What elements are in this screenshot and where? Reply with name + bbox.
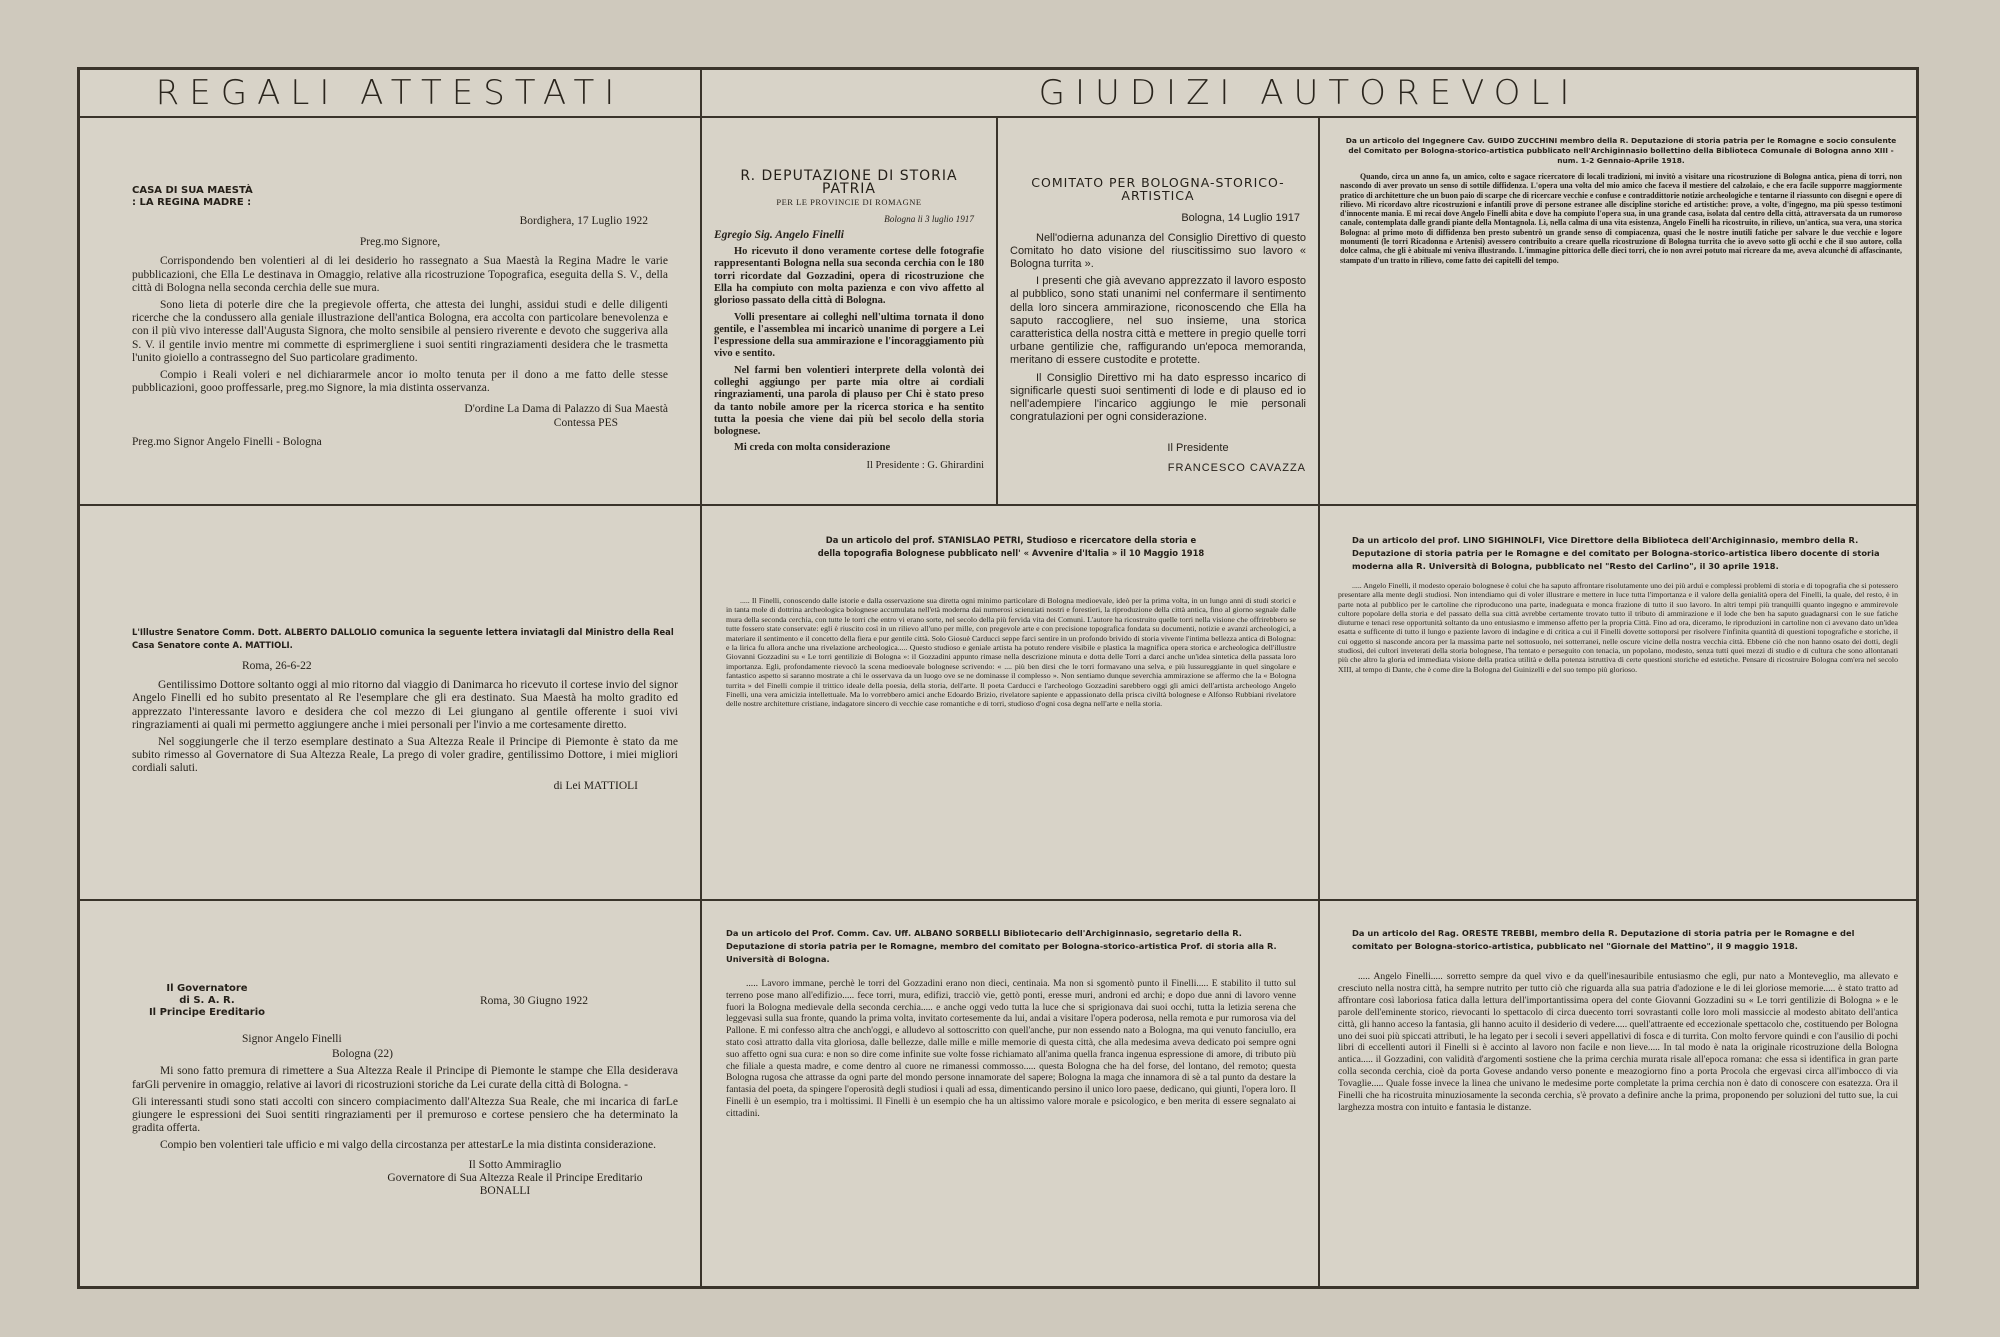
letter-paragraph: Nel farmi ben volentieri interprete della volontà dei colleghi aggiungo per parte mia oltre ai cordiali ringraziamenti, una parola di plauso per Chi è stato preso da tanto nobile amore per la ricerca storica e ha sentito tutta la poesia che viene dai più bel secolo della storia bolognese. (714, 364, 984, 438)
article-heading: Da un articolo del prof. LINO SIGHINOLFI, Vice Direttore della Biblioteca dell'Archiginnasio, membro della R. Deputazione di storia patria per le Romagne e del comitato per Bologna-storico-artistica libero docente di storia moderna alla R. Università di Bologna, pubblicato nel "Resto del Carlino", il 30 aprile 1918. (1352, 535, 1880, 571)
letter-paragraph: Nel soggiungerle che il terzo esemplare destinato a Sua Altezza Reale il Principe di Piemonte è stato da me subito rimesso al Governatore di Sua Altezza Reale, La prego di voler gradire, gentilissimo Dottore, i miei migliori cordiali saluti. (132, 736, 678, 775)
article-body: Quando, circa un anno fa, un amico, colto e sagace ricercatore di locali tradizioni, mi invitò a visitare una ricostruzione di Bologna antica, piena di torri, non nascondo di aver provato un senso di sottile diffidenza. L'opera una volta del mio amico che faceva il mestiere del calzolaio, e che era facile supporre maggiormente pratico di architetture che un buon paio di scarpe che di ricercare vecchie e confuse e contraddittorie notizie archeologiche e tentarne il riassunto con disegni e opere di rilievo. Mi ricordavo altre ricostruzioni e infantili prove di persone estranee alle discipline storiche ed artistiche: prove, a volte, d'ingegno, ma più spesso testimoni d'innocente mania. E mi recai dove Angelo Finelli abita e dove ha compiuto l'opera sua, in una grande casa, isolata dal centro della città, attraversata da un rumoroso canale, contemplata dalle grandi piante della Montagnola. Lì, nella calma di una vita esistenza, Angelo Finelli ha ricostruito, in rilievo, un'antica, sua vera, una storica Bologna: al primo moto di diffidenza ben presto subentrò un grande senso di compiacenza, quasi che le nostre inutili fatiche per salvare le due vecchie e logore monumenti (le torri Ricadonna e Artenisi) avessero contribuito a creare quella ricostruzione di Bologna turrita che io avevo sotto gli occhi e che il suo autore, colla dolce calma, che gli è abituale mi veniva illustrando. L'immagine pittorica delle dieci torri, che io non avrei potuto mai ricreare da me, aveva alcunché di affascinante, stampato d'un tratto in rilievo, come fatto dei capitelli del tempo. (1340, 172, 1902, 265)
article-heading: Da un articolo del Prof. Comm. Cav. Uff. ALBANO SORBELLI Bibliotecario dell'Archiginnasio, segretario della R. Deputazione di storia patria per le Romagne, membro del comitato per Bologna-storico-artistica Prof. di storia alla R. Università di Bologna. (726, 928, 1277, 964)
institution-subtitle: PER LE PROVINCIE DI ROMAGNE (776, 197, 922, 208)
letter-paragraph: Mi creda con molta considerazione (734, 442, 891, 454)
signer: FRANCESCO CAVAZZA (1167, 461, 1306, 474)
letter-governatore (120, 901, 690, 1286)
letter-paragraph: Gentilissimo Dottore soltanto oggi al mio ritorno dal viaggio di Danimarca ho ricevuto il cortese invio del signor Angelo Finelli ed ho subito presentato al Re l'esemplare che gli era destinato. Sua Maestà ha molto gradito ed apprezzato l'interessante lavoro e desidera che col mezzo di Lei giungano al gentile offerente i suoi vivi ringraziamenti ai quali mi permetto aggiungere anche i miei personali per l'invio a me cortesamente diretto. (132, 679, 678, 731)
letter-paragraph: Nell'odierna adunanza del Consiglio Direttivo di questo Comitato ho dato visione del riuscitissimo suo lavoro « Bologna turrita ». (1010, 231, 1306, 271)
institution-title: R. DEPUTAZIONE DI STORIA PATRIA (740, 168, 958, 198)
letter-date: Bordighera, 17 Luglio 1922 (519, 215, 648, 227)
article-body: ..... Lavoro immane, perchè le torri del Gozzadini erano non dieci, centinaia. Ma non si sgomentò punto il Finelli..... E stabilito il tutto sul terreno pose mano all'edifizio..... fece torri, mura, edifizi, tracciò vie, gettò ponti, eresse muri, androni ed archi; e dopo due anni di lavoro venne fuori la Bologna medievale della seconda cerchia..... e anche oggi vedo tutta la luce che si sprigionava dai suoi occhi, tutta la letizia serena che leggevasi sulla sua fronte, quando la prima volta, invitato cortesemente da lui, andai a visitare l'opera poderosa, nella remota e pur rumorosa via del Pallone. E mi confesso altra che anch'oggi, e alludevo al sottoscritto con quell'anche, pur non essendo nato a Bologna, ma qui venuto fanciullo, era stato così attratto dalla vita gloriosa, dalle bellezze, dalle mille e mille memorie di questa città, che alla medesima aveva dedicato poi sempre ogni suo affetto ogni sua cura: e non so dire come infinite sue volte fosse richiamato all'anima quella franca ingenua espressione di amore, di tributo più che filiale a questa madre, e come dentro al cuore ne rimanessi commosso..... questa Bologna che ha del forse, del lontano, del remoto; questa Bologna rugosa che attrasse da ogni parte del mondo persone innamorate del sapere; Bologna la maga che innamora di sè a tal punto da destare la fantasia del poeta, da spingere l'operosità degli studiosi i quali ad essa, dimenticando persino il unico loro paese, dedicano, qui giunti, l'opera loro. Il Finelli è un esempio, tra i moltissimi. Il Finelli è un esempio che ha un altissimo valore morale e psicologico, e ben merita di essere segnalato ai cittadini. (726, 978, 1296, 1119)
article-heading: Da un articolo del Ingegnere Cav. GUIDO ZUCCHINI membro della R. Deputazione di storia patria per le Romagne e socio consulente del Comitato per Bologna-storico-artistica pubblicato nell'Archiginnasio bollettino della Biblioteca Comunale di Bologna anno XIII - num. 1-2 Gennaio-Aprile 1918. (1345, 136, 1897, 165)
article-petri (702, 506, 1318, 899)
header-giudizi (702, 70, 1916, 116)
letter-paragraph: Compio i Reali voleri e nel dichiararmele ancor io molto tenuta per il dono a me fatto delle stesse pubblicazioni, gooo proffessarle, preg.mo Signore, la mia distinta osservanza. (132, 369, 668, 395)
letter-paragraph: I presenti che già avevano apprezzato il lavoro esposto al pubblico, sono stati unanimi nel confermare il sentimento della loro sincera ammirazione, riconoscendo che Ella ha saputo raccogliere, nel suo insieme, una storica caratteristica della nostra città e mettere in pregio quelle torri urbane gentilizie che, raffigurando un'epoca memoranda, meritano di essere custodite e protette. (1010, 275, 1306, 367)
article-body: ..... Angelo Finelli, il modesto operaio bolognese è colui che ha saputo affrontare risolutamente uno dei più arduì e complessi problemi di storia e di topografia che si potessero presentare alla mente degli studiosi. Non intendiamo qui di voler illustrare e mettere in luce tutta l'importanza e il valore della genialità opera del Finelli, la quale, del resto, è in parte nota al pubblico per le cartoline che riproducono una parte, inadeguata e monca frazione di tutto il suo lavoro. In altri tempi più tranquilli quanto ingegno e ammirevole cultore popolare della storia e del passato della sua città avrebbe certamente trovato tutto il tributo di ammirazione e il lode che ben ha saputo guadagnarsi con le sue fatiche diuturne e tenaci rese opportunità soltanto da uno entusiasmo e immenso affetto per la propria Città. Fino ad ora, diceramo, le riproduzioni in cartoline non ci avevano dato un'idea esatta e sufficente di tutto il lungo e paziente lavoro di indagine e di critica a cui il Finelli dovette sottoporsi per risolvere l'infinita quantità di questioni topografiche e storiche, il cui oggetto si nasconde ancora per la massima parte nel sottosuolo, nei sotterranei, nelle oscure vicine della nostra vecchia città. Ebbene ciò che non hanno osato dei dotti, degli studiosi, dei cultori inveterati della storia bolognese, l'ha tentato e perseguito con tenacia, un popolano, modesto, senza tutti quei mezzi di studio e di cultura che sono allontanati più che altro la gloria ed immediata visione della pratica utilità e della potenza istruttiva di certe questioni storiche ed estetiche. Pensare di ricostruire Bologna com'era nel secolo XIII, al tempo di Dante, che è come dire la Bologna del Guinizelli e del suo tempo più glorioso. (1338, 581, 1898, 674)
letter-dallolio (120, 506, 690, 898)
article-sorbelli (702, 901, 1318, 1286)
signer: di Lei MATTIOLI (553, 779, 638, 792)
signer: BONALLI (479, 1185, 531, 1198)
letter-date: Roma, 26-6-22 (242, 660, 312, 672)
salutation: Egregio Sig. Angelo Finelli (714, 228, 844, 241)
letter-paragraph: Corrispondendo ben volentieri al di lei desiderio ho rassegnato a Sua Maestà la Regina Madre le varie pubblicazioni, che Ella Le destinava in Omaggio, relative alla ricostruzione Topografica, eseguita della S. V., della città di Bologna nella seconda cerchia delle sue mura. (132, 255, 668, 294)
addressee: Signor Angelo Finelli (242, 1033, 342, 1045)
sender-line-3: Il Principe Ereditario (148, 1007, 266, 1018)
addressee-city: Bologna (22) (332, 1048, 394, 1061)
letter-date: Bologna, 14 Luglio 1917 (1181, 212, 1300, 225)
letter-comitato (998, 118, 1318, 504)
article-zucchini (1320, 118, 1916, 504)
header-regali (80, 70, 700, 116)
signoff-line-2: Governatore di Sua Altezza Reale il Principe Ereditario (387, 1171, 643, 1184)
letter-paragraph: Gli interessanti studi sono stati accolti con sincero compiacimento dall'Altezza Sua Reale, che mi incarica di farLe giungere le espressioni dei Suoi sentiti ringraziamenti per il premuroso e cortese pensiero che ha determinato la gradita offerta. (132, 1095, 678, 1135)
signer: Il Presidente : G. Ghirardini (866, 459, 984, 471)
salutation: Preg.mo Signore, (359, 236, 441, 249)
sender-block (132, 983, 282, 1019)
signer: Contessa PES (553, 416, 618, 429)
article-body: ..... Il Finelli, conoscendo dalle istorie e dalla osservazione sua diretta ogni minimo particolare di Bologna medioevale, ideò per la prima volta, in un lungo anni di studi storici e in tanta mole di dottrina archeologica bolognese accumulata nell'età moderna dai numerosi scienziati nostri e forestieri, la riproduzione della città antica, fino al giorno segnale dalle mura della seconda cerchia, con tutte le torri che entro vi erano sorte, nel secolo della più fervida vita dei Comuni. L'autore ha ricostruito quelle torri nella visione che offrirebbero se tutte fossero state conservate: egli è riuscito così in un rilievo all'uno per mille, con pregevole arte e con precisione topografica fondata su documenti, notizie e avanzi archeologici, a materiare il sentimento e il concetto della fiera e pur gentile città. Solo Giosuè Carducci seppe farci sentire in un profondo brivido di storia vivente l'intima bellezza antica di Bologna: e la lirica fu allora anche una rivelazione archeologica..... Questo studioso e geniale artista ha potuto rendere visibile e plastica la magnifica opera storica e archeologica dell'illustre Giovanni Gozzadini su « Le torri gentilizie di Bologna »: il Gozzadini appunto rimase nella descrizione minuta e dotta delle Torri a darci anche un'idea sintetica della passata loro importanza. Egli, profondamente rievocò la scena medioevale bolognese scrivendo: « .... più ben dirsi che le torri formavano una selva, e più lussureggiante in quel singolare e fantastico aspetto si saranno mostrate a chi le osservava da un luogo ove se ne dominasse il complesso ». Non sentiamo dunque severchia ammirazione se affermo che la « Bologna turrita » del Finelli compie il trittico ideale della poesia, della storia, dell'arte. Il poeta Carducci e l'archeologo Gozzadini sarebbero oggi gli amici dell'artista archeologo Angelo Finelli, una vera amicizia intellettuale. Ma lo vorrebbero amici anche Edoardo Brizio, rivelatore sapiente e appassionato della prisca civiltà bolognese e Alfonso Rubbiani rivelatore delle nostre architetture cristiane, indagatore sincero di vecchie case romantiche e di torri, studioso d'ogni cosa degna nell'arte e nella storia. (726, 596, 1296, 709)
header-giudizi-title: GIUDIZI AUTOREVOLI (1038, 73, 1580, 113)
document-sheet (77, 67, 1919, 1289)
letter-paragraph: Ho ricevuto il dono veramente cortese delle fotografie rappresentanti Bologna nella sua seconda cerchia con le 180 torri ricordate dal Gozzadini, opera di ricostruzione che Ella ha compiuto con molta pazienza e con vivo affetto al glorioso passato della città di Bologna. (714, 246, 984, 307)
sender-line: Il Governatore (166, 983, 248, 994)
article-sighinolfi (1320, 506, 1916, 899)
letter-paragraph: Volli presentare ai colleghi nell'ultima tornata il dono gentile, e l'assemblea mi incaricò unanime di porgere a Lei l'espressione della sua ammirazione e l'incoraggiamento più vivo e sentito. (714, 311, 984, 360)
sender-line-2: : LA REGINA MADRE : (132, 197, 252, 208)
institution-title: COMITATO PER BOLOGNA-STORICO-ARTISTICA (1031, 175, 1285, 204)
signoff: Il Sotto Ammiraglio (468, 1158, 562, 1171)
letter-paragraph: Il Consiglio Direttivo mi ha dato espresso incarico di significarle questi suoi sentimenti di lode e di plauso ed io nell'adempiere l'incarico aggiungo le mie personali congratulazioni per ogni considerazione. (1010, 371, 1306, 424)
letter-regina-madre (120, 130, 680, 502)
letter-paragraph: Mi sono fatto premura di rimettere a Sua Altezza Reale il Principe di Piemonte le stampe che Ella desiderava farGli pervenire in omaggio, relative ai lavori di ricostruzioni storiche da Lei curate della città di Bologna. - (132, 1065, 678, 1091)
sender-line-2: di S. A. R. (179, 995, 235, 1006)
article-heading: Da un articolo del prof. STANISLAO PETRI, Studioso e ricercatore della storia e della topografia Bolognese pubblicato nell' « Avvenire d'Italia » il 10 Maggio 1918 (817, 535, 1205, 558)
signoff: Il Presidente (1167, 442, 1229, 455)
sender-line: CASA DI SUA MAESTÀ (132, 185, 253, 196)
addressee: Preg.mo Signor Angelo Finelli - Bologna (132, 435, 322, 448)
header-regali-title: REGALI ATTESTATI (155, 73, 625, 113)
letter-paragraph: Sono lieta di poterle dire che la pregievole offerta, che attesta dei lunghi, assidui studi e delle diligenti ricerche che la condussero alla geniale illustrazione dell'antica Bologna, era accolta con particolare benevolenza e con il più vivo interesse dall'Augusta Signora, che molto sensibile al pensiero riverente e devoto che suggeriva alla S. V. il gentile invio mentre mi commette di esprimergliene i suoi sentiti ringraziamenti desidera che le trasmetta l'unito gioiello a contrassegno del Suo particolare gradimento. (132, 299, 668, 364)
signoff: D'ordine La Dama di Palazzo di Sua Maestà (464, 403, 668, 416)
letter-date: Roma, 30 Giugno 1922 (480, 995, 588, 1007)
letter-deputazione (702, 118, 996, 504)
letter-date: Bologna li 3 luglio 1917 (884, 213, 974, 224)
article-trebbi (1320, 901, 1916, 1286)
article-heading: Da un articolo del Rag. ORESTE TREBBI, membro della R. Deputazione di storia patria per le Romagne e del comitato per Bologna-storico-artistica, pubblicato nel "Giornale del Mattino", il 9 maggio 1918. (1352, 928, 1855, 951)
article-body: ..... Angelo Finelli..... sorretto sempre da quel vivo e da quell'inesauribile entusiasmo che egli, pur nato a Monteveglio, ma allevato e cresciuto nella nostra città, ha sempre nutrito per tutto ciò che riguarda alla sua patria d'adozione e le di lei gloriose memorie..... è stato tratto ad affrontare così laboriosa fatica dalla lettura dell'importantissima opera del conte Giovanni Gozzadini su « Le torri gentilizie di Bologna » e le parole dell'eminente storico, rievocanti lo spettacolo di circa duecento torri sovrastanti colle loro moli massiccie al modesto abitato dell'antica città, gli hanno acceso la fantasia, gli hanno acuito il desiderio di vedere..... quell'attraente ed eccezionale spettacolo che, costituendo per Bologna uno dei suoi più spiccati attributi, le ha legato per i secoli i severi appellativi di fosca e di turrita. Con molto fervore quindi e con l'ausilio di pochi libri di eccellenti autori il Finelli si è accinto al lavoro non facile e non lieve..... In tal modo è nata la originale ricostruzione della Bologna antica..... il Gozzadini, con validità d'argomenti sostiene che la prima cerchia murata risale all'epoca romana: che essa si identifica in gran parte colla seconda cerchia, cioè da porta Govese andando verso ponente e meazogiorno fino a porta Procola che ergevasi circa all'imbocco di via Tovaglie..... Quale fosse invece la linea che univano le medesime porte completate la prima cerchia non è dato di conoscere con esatezza. Ora il Finelli che ha ricostruita minuziosamente la seconda cerchia, s'è provato a definire anche la prima, proponendo per soluzioni del tutto sue, la cui larghezza mostra con intuito e fantasia le distanze. (1338, 971, 1898, 1113)
letter-paragraph: Compio ben volentieri tale ufficio e mi valgo della circostanza per attestarLe la mia distinta considerazione. (160, 1139, 657, 1152)
letter-heading: L'Illustre Senatore Comm. Dott. ALBERTO DALLOLIO comunica la seguente lettera inviatagli dal Ministro della Real Casa Senatore conte A. MATTIOLI. (132, 627, 674, 650)
